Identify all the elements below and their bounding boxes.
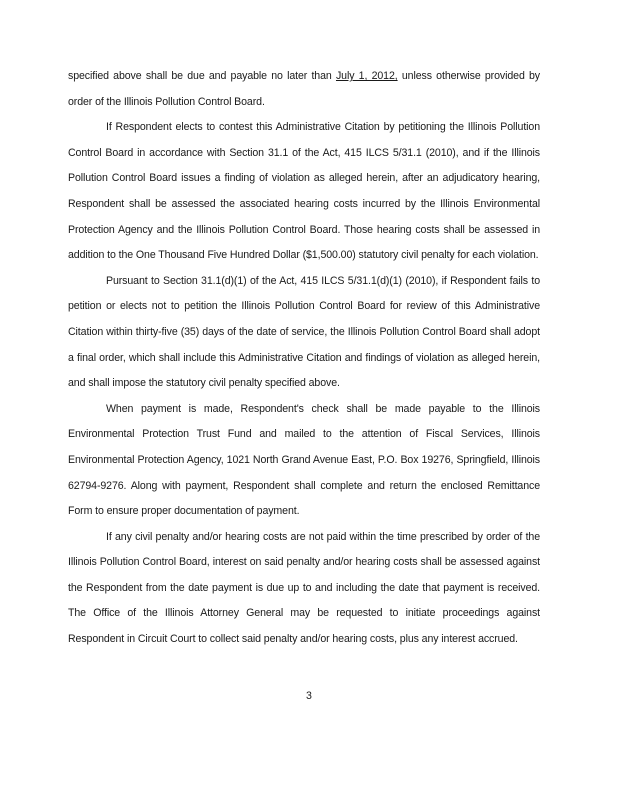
paragraph-interest-and-collection: If any civil penalty and/or hearing costs are not paid within the time prescribed by order of the Illinois Pollution Control Board, interest on said penalty and/or hearing costs shall be assessed against the Respondent from the date payment is due up to and including the date that payment is received. The Office of the Illinois Attorney General may be requested to initiate proceedings against Respondent in Circuit Court to collect said penalty and/or hearing costs, plus any interest accrued. [68, 530, 540, 646]
payment-due-date: July 1, 2012, [335, 70, 398, 82]
paragraph-payment-instructions: When payment is made, Respondent's check shall be made payable to the Illinois Environmental Protection Trust Fund and mailed to the attention of Fiscal Services, Illinois Environmental Protection Agency, 1021 North Grand Avenue East, P.O. Box 19276, Springfield, Illinois 62794-9276. Along with payment, Respondent shall complete and return the enclosed Remittance Form to ensure proper documentation of payment. [68, 402, 540, 518]
paragraph-failure-to-petition: Pursuant to Section 31.1(d)(1) of the Act, 415 ILCS 5/31.1(d)(1) (2010), if Respondent fails to petition or elects not to petition the Illinois Pollution Control Board for review of this Administrative Citation within thirty-five (35) days of the date of service, the Illinois Pollution Control Board shall adopt a final order, which shall include this Administrative Citation and findings of violation as alleged herein, and shall impose the statutory civil penalty specified above. [68, 274, 540, 390]
paragraph-contest-citation: If Respondent elects to contest this Administrative Citation by petitioning the Illinois Pollution Control Board in accordance with Section 31.1 of the Act, 415 ILCS 5/31.1 (2010), and if the Illinois Pollution Control Board issues a finding of violation as alleged herein, after an adjudicatory hearing, Respondent shall be assessed the associated hearing costs incurred by the Illinois Environmental Protection Agency and the Illinois Pollution Control Board. Those hearing costs shall be assessed in addition to the One Thousand Five Hundred Dollar ($1,500.00) statutory civil penalty for each violation. [68, 121, 540, 262]
document-body [68, 64, 540, 653]
paragraph-payment-due-before: specified above shall be due and payable no later than [68, 70, 336, 82]
page-number: 3 [306, 690, 312, 702]
paragraph-payment-due [68, 64, 540, 115]
paragraph-payment-due-after: unless otherwise provided by order of the Illinois Pollution Control Board. [68, 70, 540, 108]
